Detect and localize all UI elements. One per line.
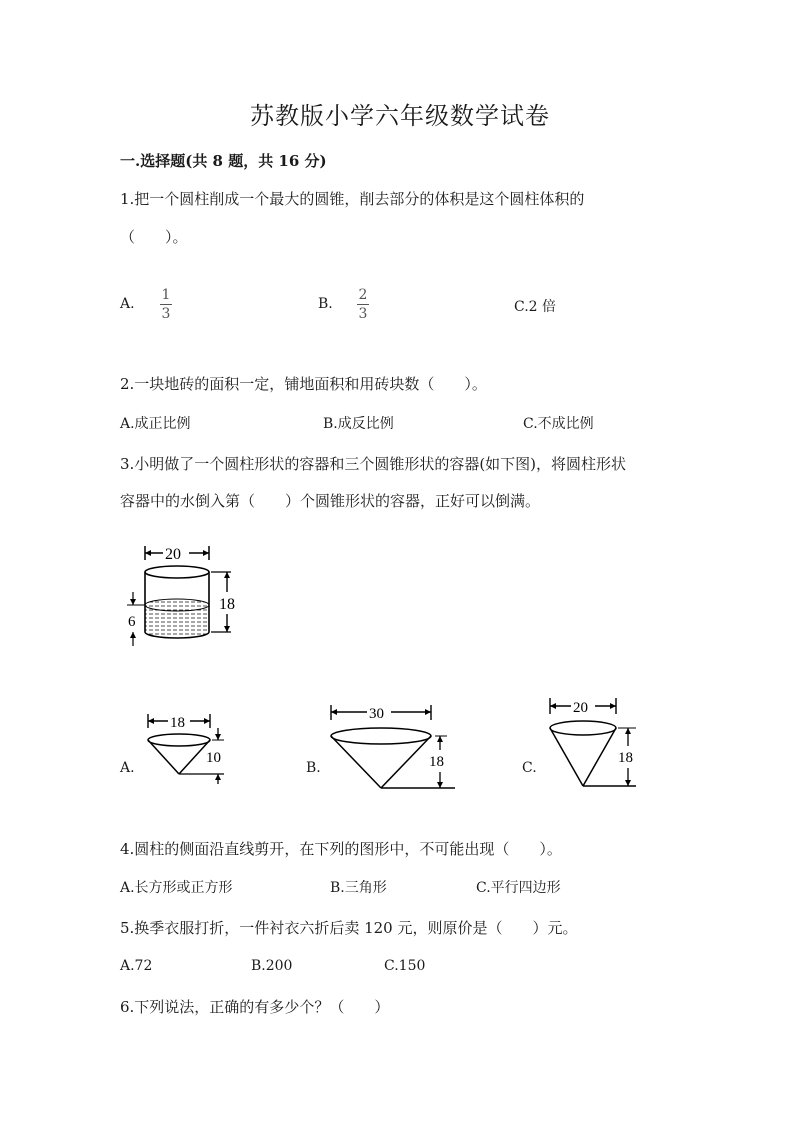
option-c: C.平行四边形 <box>476 880 561 896</box>
option-a: A.长方形或正方形 <box>120 880 233 896</box>
cone-b-diagram <box>325 700 460 795</box>
option-c-label: C. <box>522 760 537 776</box>
denominator: 3 <box>358 306 368 322</box>
water-height-label: 6 <box>128 614 136 630</box>
option-a: A.72 <box>120 958 153 974</box>
option-b: B.成反比例 <box>323 416 394 432</box>
question-2-text: 2.一块地砖的面积一定，铺地面积和用砖块数（ ）。 <box>120 375 487 393</box>
question-6-text: 6.下列说法，正确的有多少个？（ ） <box>120 998 390 1016</box>
cone-b-diameter-label: 30 <box>369 706 384 722</box>
denominator: 3 <box>161 306 171 322</box>
cone-a-diagram <box>140 710 250 795</box>
question-5-text: 5.换季衣服打折，一件衬衣六折后卖 120 元，则原价是（ ）元。 <box>120 919 578 937</box>
page-title: 苏教版小学六年级数学试卷 <box>250 102 550 130</box>
cone-c-diagram <box>540 690 650 795</box>
question-1-text: 1.把一个圆柱削成一个最大的圆锥，削去部分的体积是这个圆柱体积的 <box>120 190 585 208</box>
cone-c-diameter-label: 20 <box>573 700 588 716</box>
section-heading: 一.选择题(共 8 题，共 16 分) <box>120 152 327 170</box>
fraction-bar <box>357 304 369 305</box>
option-c: C.不成比例 <box>523 416 594 432</box>
cylinder-diameter-label: 20 <box>165 546 181 563</box>
option-a-label: A. <box>120 296 135 312</box>
cylinder-height-label: 18 <box>219 596 235 613</box>
cylinder-diagram <box>125 540 245 650</box>
option-c: C.2 倍 <box>514 299 557 315</box>
cone-b-height-label: 18 <box>429 754 444 770</box>
fraction-one-third <box>160 288 172 321</box>
option-c: C.150 <box>384 958 426 974</box>
numerator: 2 <box>358 287 368 303</box>
question-1-text-cont: （ ）。 <box>120 228 188 246</box>
question-3-text-cont: 容器中的水倒入第（ ）个圆锥形状的容器，正好可以倒满。 <box>120 492 541 510</box>
option-a: A.成正比例 <box>120 416 191 432</box>
option-b: B.200 <box>251 958 293 974</box>
question-3-text: 3.小明做了一个圆柱形状的容器和三个圆锥形状的容器(如下图)，将圆柱形状 <box>120 455 627 473</box>
option-a-label: A. <box>120 760 135 776</box>
option-b: B.三角形 <box>330 880 387 896</box>
option-b-label: B. <box>318 296 333 312</box>
fraction-two-thirds <box>357 288 369 321</box>
cone-c-height-label: 18 <box>618 750 633 766</box>
question-4-text: 4.圆柱的侧面沿直线剪开，在下列的图形中，不可能出现（ ）。 <box>120 840 562 858</box>
numerator: 1 <box>161 287 171 303</box>
fraction-bar <box>160 304 172 305</box>
option-b-label: B. <box>306 760 321 776</box>
cone-a-height-label: 10 <box>206 750 221 766</box>
cone-a-diameter-label: 18 <box>170 715 185 731</box>
